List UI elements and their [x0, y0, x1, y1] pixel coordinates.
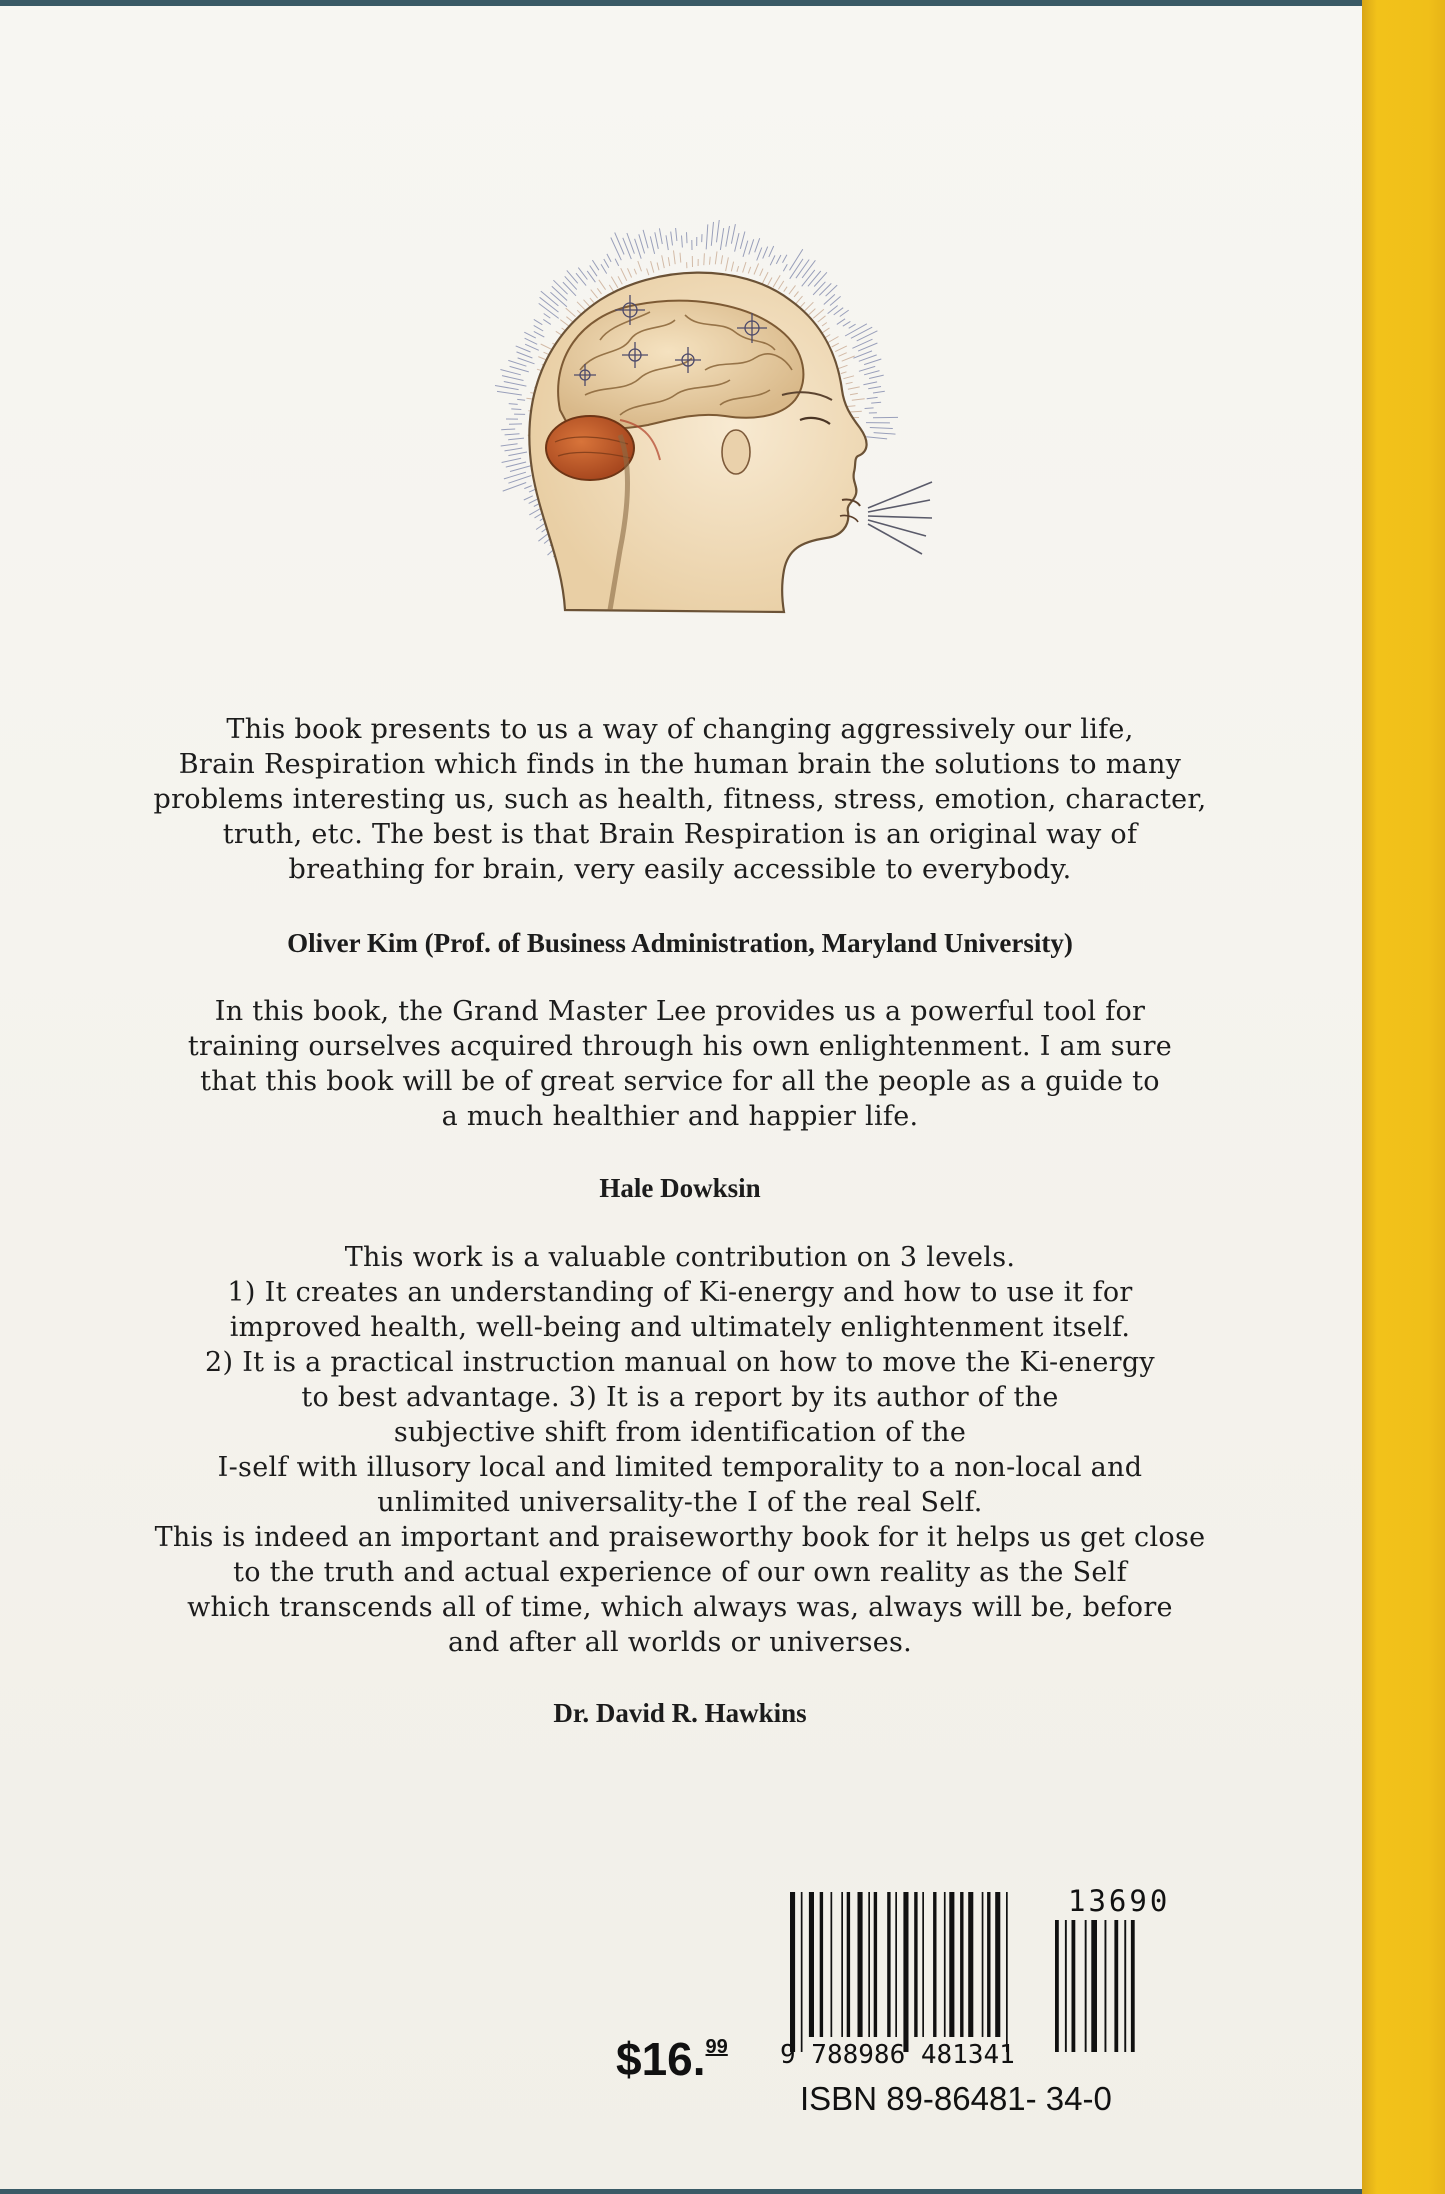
isbn-number: ISBN 89-86481- 34-0 [800, 2080, 1112, 2117]
price-cents: 99 [705, 2036, 728, 2058]
barcode-addon-digits: 13690 [1068, 1884, 1171, 1918]
barcode-digits: 9 788986 481341 [780, 2040, 1015, 2070]
endorsement-quote: This work is a valuable contribution on 3 levels. 1) It creates an understanding of Ki-energy and how to use it for improved health, well-being and ultimately enlightenment itself. 2) It is a practical instruction manual on how to move the Ki-energy to best advantage. 3) It is a report by its author of the subjective shift from identification of the I-self with illusory local and limited temporality to a non-local and unlimited universality-the I of the real Self. This is indeed an important and praiseworthy book for it helps us get close to the truth and actual experience of our own reality as the Self which transcends all of time, which always was, always will be, before and after all worlds or universes. [154, 1242, 1206, 1658]
head-profile-brain-breathing-icon [470, 220, 940, 640]
endorsement-author: Hale Dowksin [599, 1173, 761, 1203]
price-dollars: $16. [616, 2033, 706, 2085]
endorsement-quote: In this book, the Grand Master Lee provides us a powerful tool for training ourselves acquired through his own enlightenment. I am sure that this book will be of great service for all the people as a guide to a much healthier and happier life. [187, 996, 1173, 1132]
cover-bottom-edge [0, 2189, 1362, 2194]
endorsement-author: Oliver Kim (Prof. of Business Administration, Maryland University) [287, 928, 1073, 958]
spine-strip [1362, 0, 1445, 2194]
price-tag [616, 2032, 728, 2086]
endorsement-author: Dr. David R. Hawkins [553, 1698, 807, 1728]
cover-top-edge [0, 0, 1362, 6]
endorsement-quote: This book presents to us a way of changing aggressively our life, Brain Respiration which finds in the human brain the solutions to many problems interesting us, such as health, fitness, stress, emotion, character, truth, etc. The best is that Brain Respiration is an original way of breathing for brain, very easily accessible to everybody. [153, 714, 1207, 885]
